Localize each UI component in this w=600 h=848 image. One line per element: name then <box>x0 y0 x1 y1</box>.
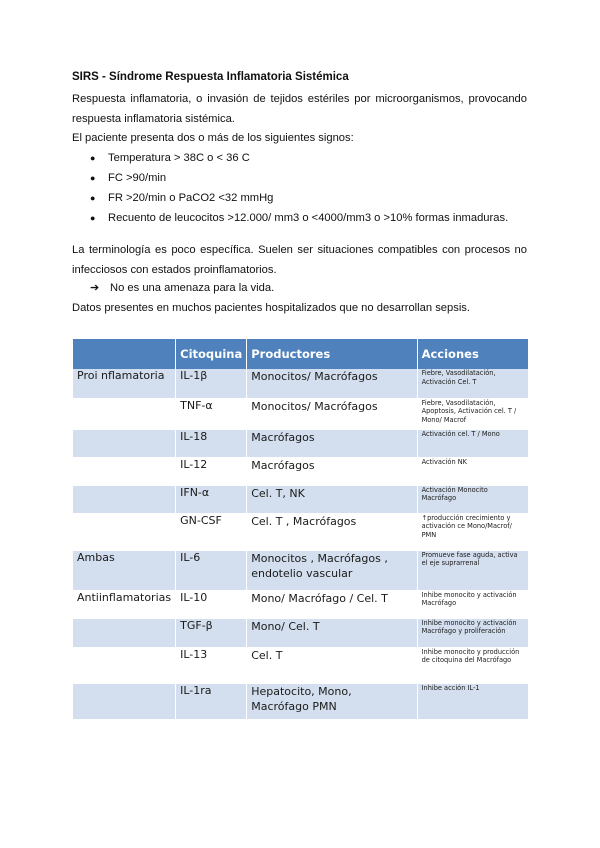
arrow-right-icon: ➔ <box>90 282 100 294</box>
signs-intro: El paciente presenta dos o más de los siguientes signos: <box>72 132 354 144</box>
category-cell: Ambas <box>73 550 176 590</box>
category-cell <box>73 618 176 647</box>
table-row <box>73 485 529 513</box>
category-cell: Proi nflamatoria <box>73 369 176 398</box>
table-row <box>73 457 529 485</box>
cytokine-cell: IL-13 <box>176 647 247 683</box>
table-row <box>73 618 529 647</box>
producers-cell: Hepatocito, Mono, Macrófago PMN <box>247 683 417 719</box>
cytokine-table <box>72 339 528 720</box>
cytokine-cell: GN-CSF <box>176 513 247 550</box>
producers-cell: Cel. T , Macrófagos <box>247 513 417 550</box>
table-row <box>73 429 529 457</box>
list-item: ● FR >20/min o PaCO2 <32 mmHg <box>72 188 508 208</box>
bullet-icon: ● <box>90 153 96 163</box>
actions-cell: Promueve fase aguda, activa el eje suprarrenal <box>417 550 528 590</box>
cytokine-cell: IFN-α <box>176 485 247 513</box>
table-row <box>73 683 529 719</box>
producers-cell: Macrófagos <box>247 457 417 485</box>
hospital-note: Datos presentes en muchos pacientes hospitalizados que no desarrollan sepsis. <box>72 302 471 314</box>
actions-cell: Activación Monocito Macrófago <box>417 485 528 513</box>
header-producers: Productores <box>247 339 417 369</box>
category-cell <box>73 485 176 513</box>
actions-cell: Inhibe monocito y activación Macrófago y proliferación <box>417 618 528 647</box>
category-cell <box>73 429 176 457</box>
actions-cell: ↑producción crecimiento y activación ce Mono/Macrof/ PMN <box>417 513 528 550</box>
bullet-icon: ● <box>90 213 96 223</box>
bullet-icon: ● <box>90 193 96 203</box>
cytokine-cell: TGF-β <box>176 618 247 647</box>
category-cell <box>73 513 176 550</box>
producers-cell: Mono/ Macrófago / Cel. T <box>247 590 417 618</box>
actions-cell: Inhibe monocito y activación Macrófago <box>417 590 528 618</box>
cytokine-cell: IL-10 <box>176 590 247 618</box>
intro-paragraph: Respuesta inflamatoria, o invasión de tejidos estériles por microorganismos, provocando respuesta inflamatoria sistémica. <box>72 93 527 125</box>
actions-cell: Fiebre, Vasodilatación, Activación Cel. T <box>417 369 528 398</box>
cytokine-cell: IL-1ra <box>176 683 247 719</box>
producers-cell: Mono/ Cel. T <box>247 618 417 647</box>
actions-cell: Inhibe monocito y producción de citoquina del Macrófago <box>417 647 528 683</box>
producers-cell: Cel. T, NK <box>247 485 417 513</box>
cytokine-cell: TNF-α <box>176 398 247 429</box>
table-row <box>73 398 529 429</box>
table-row <box>73 550 529 590</box>
actions-cell: Activación cel. T / Mono <box>417 429 528 457</box>
list-item: ● Recuento de leucocitos >12.000/ mm3 o <4000/mm3 o >10% formas inmaduras. <box>72 208 508 228</box>
arrow-note: ➔ No es una amenaza para la vida. <box>90 278 274 298</box>
page-title: SIRS - Síndrome Respuesta Inflamatoria Sistémica <box>72 71 349 83</box>
list-item: ● FC >90/min <box>72 168 508 188</box>
category-cell <box>73 683 176 719</box>
category-cell <box>73 647 176 683</box>
header-cytokine: Citoquina <box>176 339 247 369</box>
bullet-icon: ● <box>90 173 96 183</box>
cytokine-cell: IL-18 <box>176 429 247 457</box>
header-actions: Acciones <box>417 339 528 369</box>
list-item: ● Temperatura > 38C o < 36 C <box>72 148 508 168</box>
header-category <box>73 339 176 369</box>
actions-cell: Fiebre, Vasodilatación, Apoptosis, Activación cel. T / Mono/ Macrof <box>417 398 528 429</box>
table-header-row <box>73 339 529 369</box>
category-cell <box>73 398 176 429</box>
cytokine-cell: IL-12 <box>176 457 247 485</box>
category-cell <box>73 457 176 485</box>
producers-cell: Monocitos , Macrófagos , endotelio vascular <box>247 550 417 590</box>
cytokine-cell: IL-1β <box>176 369 247 398</box>
producers-cell: Monocitos/ Macrófagos <box>247 369 417 398</box>
signs-list <box>72 148 508 228</box>
table-row <box>73 590 529 618</box>
producers-cell: Monocitos/ Macrófagos <box>247 398 417 429</box>
producers-cell: Macrófagos <box>247 429 417 457</box>
actions-cell: Activación NK <box>417 457 528 485</box>
terminology-paragraph: La terminología es poco específica. Suelen ser situaciones compatibles con procesos no infecciosos con estados proinflamatorios. <box>72 244 527 276</box>
actions-cell: Inhibe acción IL-1 <box>417 683 528 719</box>
producers-cell: Cel. T <box>247 647 417 683</box>
table-row <box>73 513 529 550</box>
cytokine-cell: IL-6 <box>176 550 247 590</box>
table-row <box>73 369 529 398</box>
table-row <box>73 647 529 683</box>
category-cell: Antiinflamatorias <box>73 590 176 618</box>
